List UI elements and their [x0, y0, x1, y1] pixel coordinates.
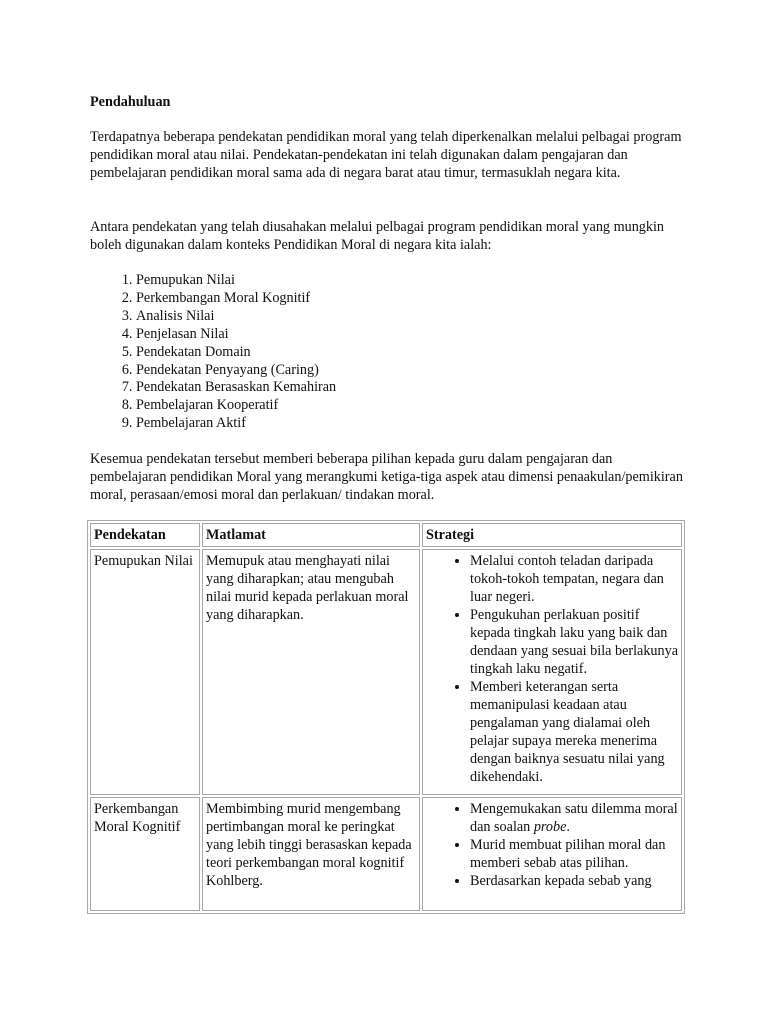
strategy-item: • Murid membuat pilihan moral dan memberi sebab atas pilihan.: [470, 836, 678, 872]
list-item: 8. Pembelajaran Kooperatif: [136, 397, 336, 415]
strategy-item: • Pengukuhan perlakuan positif kepada tingkah laku yang baik dan dendaan yang sesuai bila berlakunya tingkah laku negatif.: [470, 606, 678, 678]
table-row: [90, 797, 682, 911]
strategy-text: Mengemukakan satu dilemma moral dan soalan: [470, 801, 678, 835]
strategy-text-end: .: [566, 819, 570, 835]
approaches-list: [90, 272, 336, 433]
list-item: 3. Analisis Nilai: [136, 308, 336, 326]
cell-pendekatan: Perkembangan Moral Kognitif: [90, 797, 200, 911]
strategy-emphasis: probe: [533, 819, 567, 835]
list-item: 7. Pendekatan Berasaskan Kemahiran: [136, 379, 336, 397]
cell-matlamat: Membimbing murid mengembang pertimbangan moral ke peringkat yang lebih tinggi berasaskan kepada teori perkembangan moral kognitif Kohlberg.: [202, 797, 420, 911]
lead-paragraph: Antara pendekatan yang telah diusahakan melalui pelbagai program pendidikan moral yang mungkin boleh digunakan dalam konteks Pendidikan Moral di negara kita ialah:: [90, 219, 665, 253]
approaches-table: [87, 520, 685, 914]
cell-strategi: [422, 549, 682, 795]
header-strategi: Strategi: [422, 523, 682, 547]
strategy-item: • Berdasarkan kepada sebab yang: [470, 872, 678, 890]
strategy-list: [426, 552, 678, 786]
list-item: 1. Pemupukan Nilai: [136, 272, 336, 290]
header-pendekatan: Pendekatan: [90, 523, 200, 547]
intro-paragraph: Terdapatnya beberapa pendekatan pendidikan moral yang telah diperkenalkan melalui pelbagai program pendidikan moral atau nilai. Pendekatan-pendekatan ini telah digunakan dalam pengajaran dan pembelajaran pendidikan moral sama ada di negara barat atau timur, termasuklah negara kita.: [90, 129, 682, 181]
list-item: 9. Pembelajaran Aktif: [136, 415, 336, 433]
strategy-item: [470, 800, 678, 836]
strategy-item: • Melalui contoh teladan daripada tokoh-tokoh tempatan, negara dan luar negeri.: [470, 552, 678, 606]
list-item: 4. Penjelasan Nilai: [136, 326, 336, 344]
table-row: [90, 549, 682, 795]
list-item: 2. Perkembangan Moral Kognitif: [136, 290, 336, 308]
cell-strategi: [422, 797, 682, 911]
list-item: 6. Pendekatan Penyayang (Caring): [136, 362, 336, 380]
section-heading: Pendahuluan: [90, 94, 171, 110]
list-item: 5. Pendekatan Domain: [136, 344, 336, 362]
summary-paragraph: Kesemua pendekatan tersebut memberi beberapa pilihan kepada guru dalam pengajaran dan pembelajaran pendidikan Moral yang merangkumi ketiga-tiga aspek atau dimensi penaakulan/pemikiran moral, perasaan/emosi moral dan perlakuan/ tindakan moral.: [90, 451, 683, 503]
strategy-list: [426, 800, 678, 890]
strategy-item: • Memberi keterangan serta memanipulasi keadaan atau pengalaman yang dialamai oleh pelajar supaya mereka menerima dengan baiknya sesuatu nilai yang dikehendaki.: [470, 678, 678, 786]
header-matlamat: Matlamat: [202, 523, 420, 547]
cell-matlamat: Memupuk atau menghayati nilai yang diharapkan; atau mengubah nilai murid kepada perlakuan moral yang diharapkan.: [202, 549, 420, 795]
cell-pendekatan: Pemupukan Nilai: [90, 549, 200, 795]
table-header-row: [90, 523, 682, 547]
